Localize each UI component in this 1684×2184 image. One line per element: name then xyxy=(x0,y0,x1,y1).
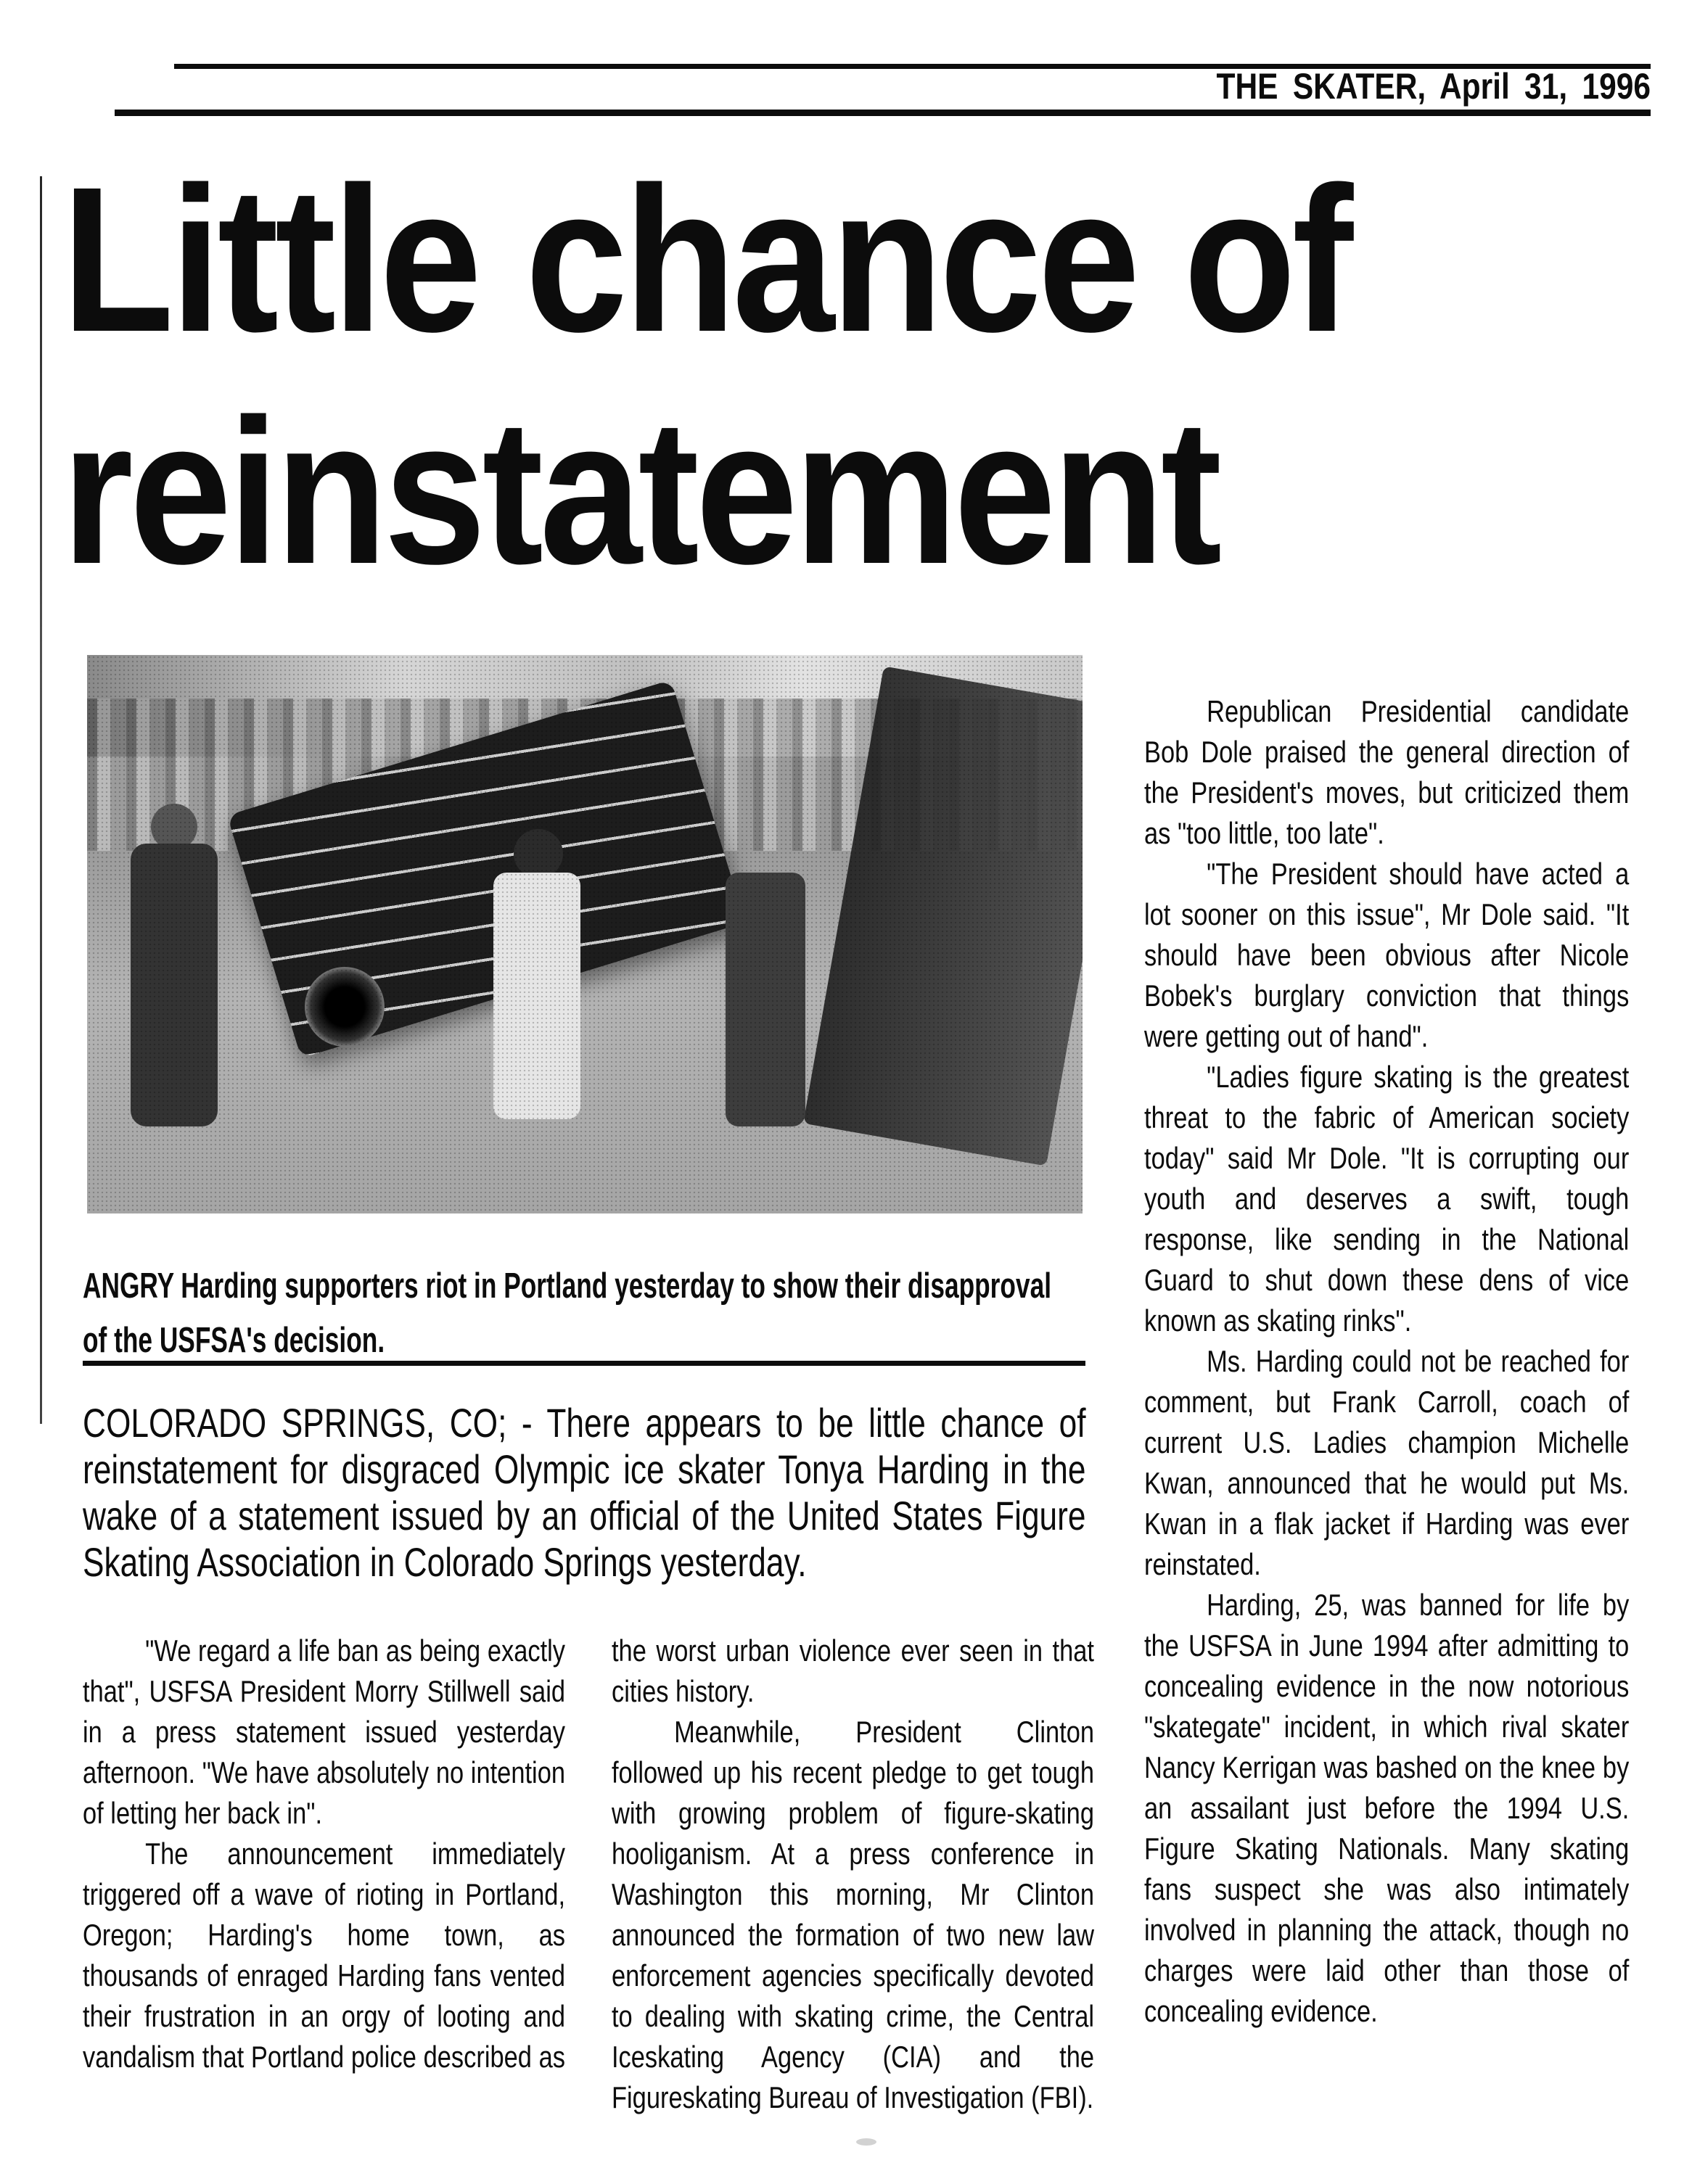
scan-smudge xyxy=(856,2138,876,2146)
photo-caption-line-1: ANGRY Harding supporters riot in Portland yesterday to show their disapproval xyxy=(83,1266,1051,1306)
right-paragraph: Republican Presidential candidate Bob Dole praised the general direction of the President's moves, but criticized them as "too little, too late". xyxy=(1144,694,1630,850)
body-paragraph: "We regard a life ban as being exactly that", USFSA President Morry Stillwell said in a press statement issued yesterday afternoon. "We have absolutely no intention of letting her back in". xyxy=(83,1633,566,1830)
photo-caption-line-2: of the USFSA's decision. xyxy=(83,1321,385,1360)
headline-line-2: reinstatement xyxy=(62,376,1218,607)
headline-line-1: Little chance of xyxy=(62,144,1350,375)
body-columns xyxy=(83,1631,1094,2138)
body-paragraph: Meanwhile, President Clinton followed up his recent pledge to get tough with growing problem of figure-skating hooliganism. At a press conference in Washington this morning, Mr Clinton announced the formation of two new law enforcement agencies specifically devoted to dealing with skating crime, the Central Iceskating Agency (CIA) and the Figureskating Bureau of Investigation (FBI). xyxy=(611,1715,1094,2114)
body-paragraph: The announcement immediately triggered off a wave of rioting in Portland, Oregon; Harding's home town, as thousands of enraged Harding fans vented their frustration in an orgy of looting and vandalism that Portland police described as the worst urban violence ever seen in that cities history. xyxy=(83,1633,1094,2074)
right-paragraph: "The President should have acted a lot sooner on this issue", Mr Dole said. "It should have been obvious after Nicole Bobek's burglary conviction that things were getting out of hand". xyxy=(1144,857,1630,1053)
caption-rule xyxy=(83,1361,1085,1366)
scan-line-artifact xyxy=(40,176,42,1424)
lead-paragraph: COLORADO SPRINGS, CO; - There appears to be little chance of reinstatement for disgraced Olympic ice skater Tonya Harding in the wake of a statement issued by an official of the United States Figure Skating Association in Colorado Springs yesterday. xyxy=(83,1400,1086,1585)
right-paragraph: Harding, 25, was banned for life by the USFSA in June 1994 after admitting to concealing evidence in the now notorious "skategate" incident, in which rival skater Nancy Kerrigan was bashed on the knee by an assailant just before the 1994 U.S. Figure Skating Nationals. Many skating fans suspect she was also intimately involved in planning the attack, though no charges were laid other than those of concealing evidence. xyxy=(1144,1588,1630,2028)
right-paragraph: "Ladies figure skating is the greatest threat to the fabric of American society today" said Mr Dole. "It is corrupting our youth and deserves a swift, tough response, like sending in the National Guard to shut down these dens of vice known as skating rinks". xyxy=(1144,1060,1630,1338)
riot-photo xyxy=(87,655,1083,1213)
masthead-title-date: THE SKATER, April 31, 1996 xyxy=(1216,66,1651,107)
masthead-rule xyxy=(115,110,1651,116)
right-paragraph: Ms. Harding could not be reached for comment, but Frank Carroll, coach of current U.S. Ladies champion Michelle Kwan, announced that he would put Ms. Kwan in a flak jacket if Harding was ever reinstated. xyxy=(1144,1344,1630,1581)
photo-halftone-overlay xyxy=(87,655,1083,1213)
right-column xyxy=(1144,691,1629,2032)
